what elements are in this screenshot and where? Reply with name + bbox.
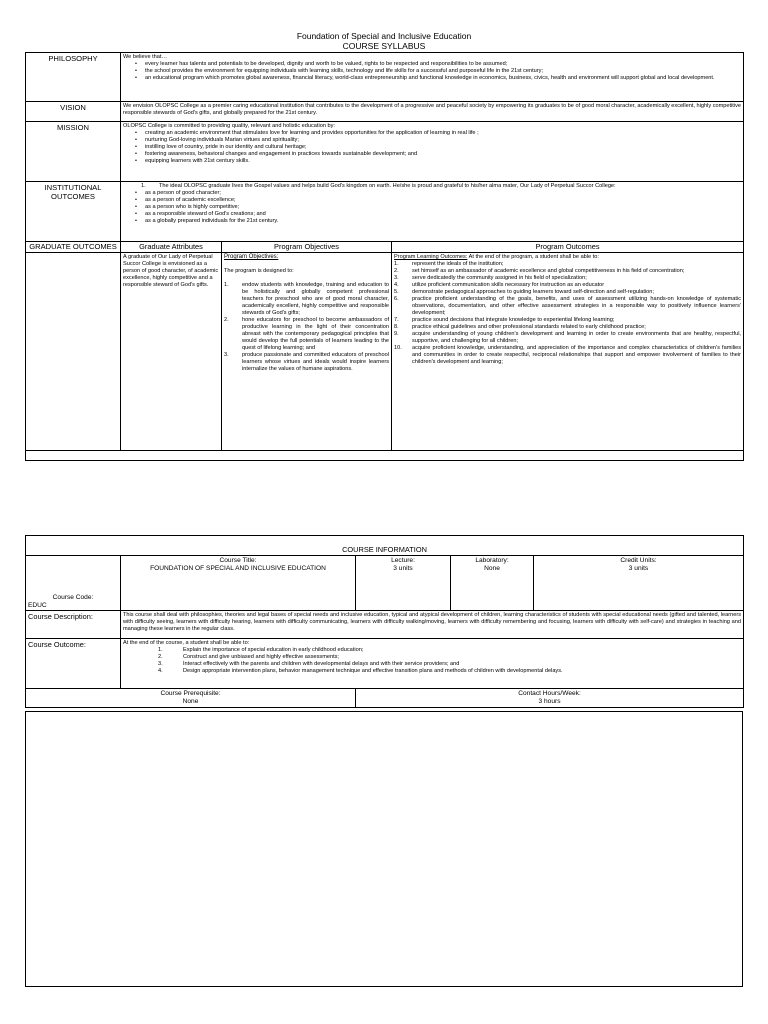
outcomes-heading-line — [394, 254, 741, 261]
col-program-outcomes: Program Outcomes — [392, 242, 744, 253]
item-text: Interact effectively with the parents and children with developmental delays and with their service providers; and — [183, 661, 460, 667]
blank-cell — [26, 451, 744, 461]
item-text: practice ethical guidelines and other professional standards related to early childhood practice; — [412, 324, 646, 330]
list-item — [394, 345, 741, 366]
item-number: 3. — [224, 352, 229, 358]
philosophy-content — [121, 53, 744, 102]
item-number: 3. — [158, 661, 163, 667]
list-item: • an educational program which promotes global awareness, financial literacy, world-class entrepreneurship and functional knowledge in economics, business, civics, health and environment will support global and local development. — [145, 75, 741, 82]
contact-label: Contact Hours/Week: — [518, 690, 581, 697]
list-item — [394, 289, 741, 296]
mission-intro: OLOPSC College is committed to providing quality, relevant and holistic education by: — [123, 123, 335, 129]
item-text: The ideal OLOPSC graduate lives the Gospel values and helps build God's kingdom on earth. He/she is proud and grateful to his/her alma mater, Our Lady of Perpetual Succor College: — [159, 183, 616, 189]
document-title: Foundation of Special and Inclusive Education — [296, 31, 472, 41]
item-number: 2. — [158, 654, 163, 660]
item-text: acquire proficient knowledge, understanding, and appreciation of the importance and complex characteristics of children's families and communities in order to create respectful, reciprocal relationships that support and empower involvement of families to their children's development and learning; — [412, 345, 741, 365]
item-number: 9. — [394, 331, 399, 337]
list-item — [394, 324, 741, 331]
list-item: • every learner has talents and potentials to be developed, dignity and worth to be valued, rights to be respected and responsibilities to be assumed; — [145, 61, 741, 68]
graduate-attributes-text: A graduate of Our Lady of Perpetual Succor College is envisioned as a person of good character, of academic excellence, highly competitive and a responsible steward of God's gifts. — [121, 253, 222, 451]
item-number: 2. — [394, 268, 399, 274]
item-number: 3. — [394, 275, 399, 281]
document-subtitle: COURSE SYLLABUS — [342, 41, 426, 51]
institutional-row — [26, 182, 744, 242]
list-item: • creating an academic environment that stimulates love for learning and provides opportunities for the application of learning in real life ; — [145, 130, 741, 137]
list-item — [158, 654, 741, 661]
course-code-value: EDUC — [28, 602, 47, 609]
prereq-value: None — [182, 698, 199, 705]
item-number: 1. — [224, 282, 229, 288]
outcome-row — [26, 639, 744, 689]
item-text: practice sound decisions that integrate knowledge to experiential lifelong learning; — [412, 317, 615, 323]
course-title-label: Course Title: — [219, 557, 257, 564]
laboratory-cell — [451, 556, 534, 611]
item-text: produce passionate and committed educators of preschool learners whose virtues and ideals would inspire learners internalize the values of humane aspirations. — [242, 352, 389, 372]
list-item: • as a person of academic excellence; — [145, 197, 741, 204]
philosophy-label: PHILOSOPHY — [26, 53, 121, 102]
item-number: 10. — [394, 345, 402, 351]
item-number: 6. — [394, 296, 399, 302]
laboratory-value: None — [484, 565, 500, 572]
list-item: • as a person who is highly competitive; — [145, 204, 741, 211]
item-number: 5. — [394, 289, 399, 295]
lecture-label: Lecture: — [391, 557, 415, 564]
graduate-blank-cell — [26, 253, 121, 451]
list-item — [394, 268, 741, 275]
list-item — [158, 647, 741, 654]
credit-cell — [534, 556, 744, 611]
item-text: hone educators for preschool to become ambassadors of productive learning in the light of their concentration abreast with the contemporary pedagogical principles that would develop the full potentials of learners leading to the quest of lifelong learning; and — [242, 317, 389, 351]
course-info-header: COURSE INFORMATION — [26, 536, 744, 556]
prereq-cell — [26, 689, 356, 708]
lecture-value: 3 units — [393, 565, 413, 572]
item-number: 1. — [141, 183, 146, 189]
course-code-label: Course Code: — [52, 594, 94, 601]
list-item — [224, 282, 389, 317]
empty-content-box — [25, 711, 743, 987]
vision-label: VISION — [26, 102, 121, 122]
list-item: • equipping learners with 21st century skills. — [145, 158, 741, 165]
item-text: practice proficient understanding of the goals, benefits, and uses of assessment utilizing hands-on knowledge of systematic observations, documentation, and other effective assessment strategies in a responsible way to positively influence learners' development; — [412, 296, 741, 316]
item-number: 8. — [394, 324, 399, 330]
course-code-cell — [26, 556, 121, 611]
mission-row — [26, 122, 744, 182]
item-text: represent the ideals of the institution; — [412, 261, 504, 267]
lecture-cell — [356, 556, 451, 611]
list-item: • as a person of good character; — [145, 190, 741, 197]
mission-content — [121, 122, 744, 182]
list-item — [158, 661, 741, 668]
blank-row — [26, 451, 744, 461]
vision-text: We envision OLOPSC College as a premier caring educational institution that contributes to the development of a progressive and peaceful society by empowering its graduates to be of good moral character, academically excellent, highly competitive responsible stewards of God's gifts, and globally prepared for the 21st century. — [121, 102, 744, 122]
item-text: serve dedicatedly the community assigned in his field of specialization; — [412, 275, 587, 281]
graduate-body-row — [26, 253, 744, 451]
vision-row — [26, 102, 744, 122]
item-text: set himself as an ambassador of academic excellence and global competitiveness in his field of concentration; — [412, 268, 685, 274]
course-info-header-row — [26, 536, 744, 556]
description-label: Course Description: — [26, 611, 121, 639]
objectives-heading: Program Objectives: — [224, 254, 279, 260]
syllabus-table — [25, 52, 744, 461]
item-text: Construct and give unbiased and highly effective assessments; — [183, 654, 339, 660]
outcome-content — [121, 639, 744, 689]
graduate-label: GRADUATE OUTCOMES — [26, 242, 121, 253]
list-item: • instilling love of country, pride in our identity and cultural heritage; — [145, 144, 741, 151]
list-item — [224, 352, 389, 373]
list-item — [158, 668, 741, 675]
course-info-table — [25, 535, 744, 708]
program-outcomes-cell — [392, 253, 744, 451]
item-number: 4. — [158, 668, 163, 674]
list-item: • nurturing God-loving individuals Marian virtues and spirituality; — [145, 137, 741, 144]
credit-label: Credit Units: — [620, 557, 657, 564]
philosophy-list — [123, 61, 741, 82]
laboratory-label: Laboratory: — [475, 557, 509, 564]
description-row — [26, 611, 744, 639]
institutional-intro — [141, 183, 741, 190]
item-text: Design appropriate intervention plans, behavior management technique and effective transition plans and methods of children with developmental delays. — [183, 668, 563, 674]
prereq-label: Course Prerequisite: — [160, 690, 221, 697]
contact-value: 3 hours — [538, 698, 561, 705]
description-text: This course shall deal with philosophies, theories and legal bases of special needs and inclusive education, typical and atypical development of children, learning characteristics of students with special educational needs (gifted and talented, learners with difficulty seeing, learners with difficulty hearing, learners with difficulty communicating, learners with difficulty walking/moving, learners with difficulty remembering and focusing, learners with difficulty with self-care) and strategies in teaching and managing these learners in the regular class. — [121, 611, 744, 639]
item-text: Explain the importance of special education in early childhood education; — [183, 647, 364, 653]
objectives-intro: The program is designed to: — [224, 268, 294, 274]
item-number: 1. — [158, 647, 163, 653]
outcomes-heading: Program Learning Outcomes: — [394, 254, 468, 260]
mission-label: MISSION — [26, 122, 121, 182]
mission-list — [123, 130, 741, 165]
institutional-list — [123, 190, 741, 225]
outcomes-intro: At the end of the program, a student shall be able to: — [468, 254, 599, 260]
item-number: 2. — [224, 317, 229, 323]
item-number: 1. — [394, 261, 399, 267]
item-text: utilize proficient communication skills necessary for instruction as an educator — [412, 282, 605, 288]
list-item — [394, 331, 741, 345]
item-number: 7. — [394, 317, 399, 323]
program-objectives-cell — [222, 253, 392, 451]
credit-value: 3 units — [628, 565, 649, 572]
course-title-cell — [121, 556, 356, 611]
list-item — [394, 296, 741, 317]
philosophy-intro: We believe that… — [123, 54, 168, 60]
item-text: endow students with knowledge, training and education to be holistically and globally competent professional teachers for preschool who are of good moral character, academically excellent, highly competitive and responsible stewards of God's gifts; — [242, 282, 389, 316]
graduate-header-row — [26, 242, 744, 253]
item-text: demonstrate pedagogical approaches to guiding learners toward self-direction and self-regulation; — [412, 289, 654, 295]
item-text: acquire understanding of young children's development and learning in order to create environments that are healthy, respectful, supportive, and challenging for all children; — [412, 331, 741, 344]
institutional-label: INSTITUTIONAL OUTCOMES — [26, 182, 121, 242]
item-number: 4. — [394, 282, 399, 288]
list-item: • as a globally prepared individuals for the 21st century. — [145, 218, 741, 225]
contact-cell — [356, 689, 744, 708]
col-program-objectives: Program Objectives — [222, 242, 392, 253]
list-item — [394, 261, 741, 268]
outcome-label: Course Outcome: — [26, 639, 121, 689]
institutional-content — [121, 182, 744, 242]
list-item: • as a responsible steward of God's creations; and — [145, 211, 741, 218]
list-item — [224, 317, 389, 352]
list-item — [394, 317, 741, 324]
list-item: • the school provides the environment for equipping individuals with learning skills, technology and life skills for a successful and purposeful life in the 21st century; — [145, 68, 741, 75]
list-item — [394, 282, 741, 289]
course-title-value: FOUNDATION OF SPECIAL AND INCLUSIVE EDUCATION — [150, 565, 326, 572]
philosophy-row — [26, 53, 744, 102]
list-item: • fostering awareness, behavioral changes and engagement in practices towards sustainable development; and — [145, 151, 741, 158]
course-meta-row — [26, 556, 744, 611]
outcome-intro: At the end of the course, a student shall be able to: — [123, 640, 250, 646]
list-item — [394, 275, 741, 282]
col-graduate-attributes: Graduate Attributes — [121, 242, 222, 253]
prereq-row — [26, 689, 744, 708]
